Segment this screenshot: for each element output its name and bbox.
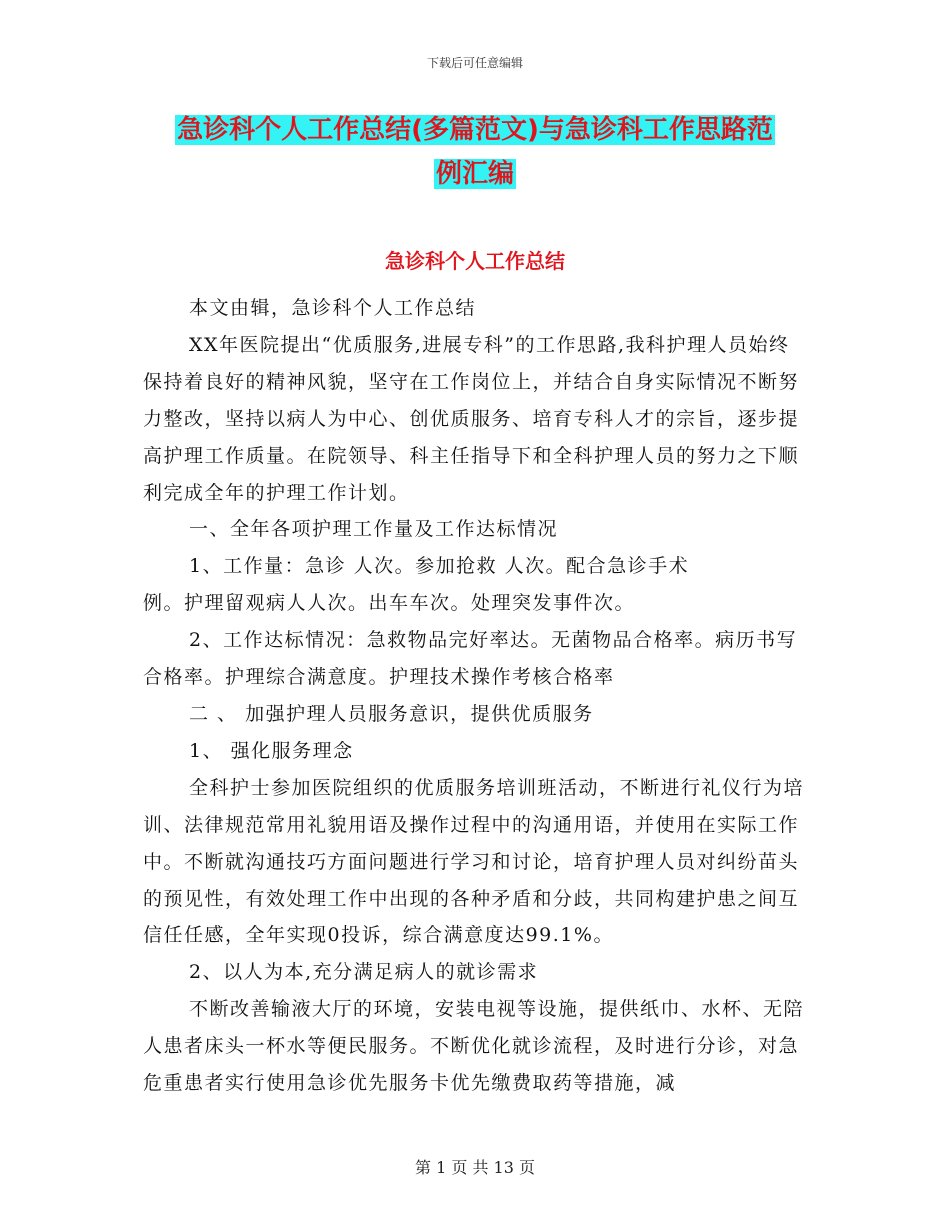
- paragraph: 1、工作量：急诊 人次。参加抢救 人次。配合急诊手术: [189, 555, 690, 578]
- paragraph: 例。护理留观病人人次。出车车次。处理突发事件次。: [143, 592, 636, 615]
- paragraph: 不断改善输液大厅的环境，安装电视等设施，提供纸巾、水杯、无陪人患者床头一杯水等便民服务。不断优化就诊流程，及时进行分诊，对急危重患者实行使用急诊优先服务卡优先缴费取药等措施，减: [143, 998, 805, 1095]
- paragraph: 本文由辑，急诊科个人工作总结: [189, 297, 477, 319]
- paragraph: 1、 强化服务理念: [189, 739, 354, 762]
- paragraph: 二 、 加强护理人员服务意识，提供优质服务: [189, 702, 594, 725]
- page-footer: 第 1 页 共 13 页: [415, 1158, 535, 1177]
- paragraph: 2、以人为本,充分满足病人的就诊需求: [189, 961, 539, 984]
- document-title-line-1: [0, 110, 950, 150]
- paragraph: 全科护士参加医院组织的优质服务培训班活动，不断进行礼仪行为培训、法律规范常用礼貌用语及操作过程中的沟通用语，并使用在实际工作中。不断就沟通技巧方面问题进行学习和讨论，培育护理人员对纠纷苗头的预见性，有效处理工作中出现的各种矛盾和分歧，共同构建护患之间互信任任感，全年实现0投诉，综合满意度达99.1%。: [143, 776, 805, 947]
- page-header: 下载后可任意编辑: [426, 56, 523, 70]
- paragraph: XX年医院提出“优质服务,进展专科”的工作思路,我科护理人员始终保持着良好的精神风貌，坚守在工作岗位上，并结合自身实际情况不断努力整改，坚持以病人为中心、创优质服务、培育专科人才的宗旨，逐步提高护理工作质量。在院领导、科主任指导下和全科护理人员的努力之下顺利完成全年的护理工作计划。: [143, 333, 800, 504]
- section-heading: 急诊科个人工作总结: [385, 249, 565, 273]
- paragraph: 一、全年各项护理工作量及工作达标情况: [189, 518, 559, 541]
- title-highlight-1: 急诊科个人工作总结(多篇范文)与急诊科工作思路范: [177, 115, 773, 145]
- document-title-line-2: [0, 154, 950, 194]
- title-highlight-2: 例汇编: [435, 159, 514, 189]
- document-body: [143, 290, 807, 1102]
- paragraph: 2、工作达标情况：急救物品完好率达。无菌物品合格率。病历书写合格率。护理综合满意度。护理技术操作考核合格率: [143, 629, 798, 689]
